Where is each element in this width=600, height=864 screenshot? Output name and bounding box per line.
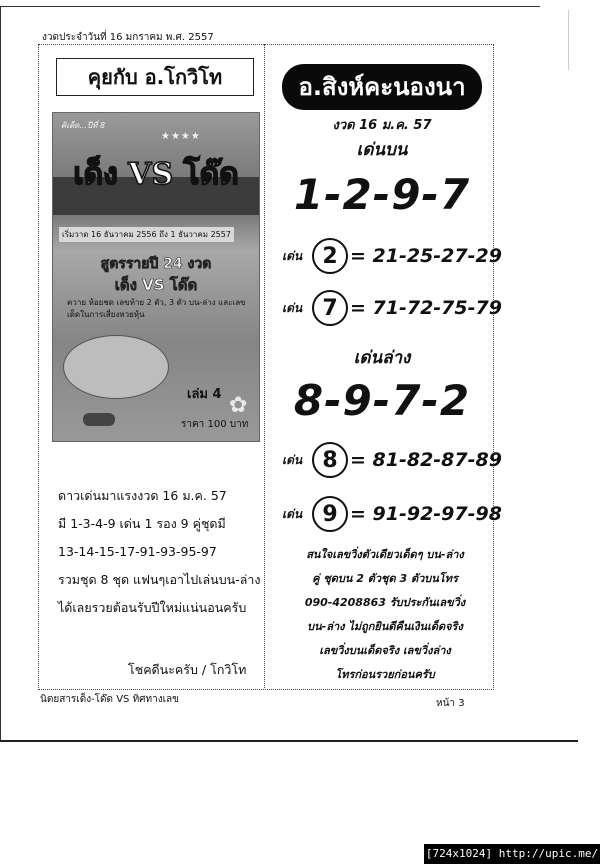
contact-line: โทรก่อนรวยก่อนครับ xyxy=(335,668,435,681)
cover-price: ราคา 100 บาท xyxy=(181,419,249,430)
text-line: 13-14-15-17-91-93-95-97 xyxy=(58,544,217,559)
bottom-heading: เด่นล่าง xyxy=(353,348,411,368)
contact-line: เลขวิ่งบนเด็ดจริง เลขวิ่งล่าง xyxy=(319,644,451,657)
cover-publisher-label xyxy=(83,413,115,426)
contact-line: สนใจเลขวิ่งตัวเดียวเด็ดๆ บน-ล่าง xyxy=(306,548,464,561)
digit-circle: 9 xyxy=(312,496,348,532)
text-line: ดาวเด่นมาแรงงวด 16 ม.ค. 57 xyxy=(58,488,227,503)
pair-values: = 91-92-97-98 xyxy=(350,503,502,525)
digit-circle: 7 xyxy=(312,290,348,326)
cover-stars: ★★★★ xyxy=(161,131,201,142)
cover-title: เด็ง VS โด๊ด xyxy=(73,157,239,192)
text-line: ได้เลยรวยต้อนรับปีใหม่แน่นอนครับ xyxy=(58,600,247,615)
pair-values: = 81-82-87-89 xyxy=(350,449,502,471)
page-edge-bottom xyxy=(0,740,578,742)
cover-dates: เริ่มวาด 16 ธันวาคม 2556 ถึง 1 ธันวาคม 2557 xyxy=(59,227,234,242)
column-divider xyxy=(264,44,265,688)
text-line: รวมชุด 8 ชุด แฟนๆเอาไปเล่นบน-ล่าง xyxy=(58,572,261,587)
pair-values: = 71-72-75-79 xyxy=(350,297,502,319)
pair-row xyxy=(282,496,502,532)
pair-label: เด่น xyxy=(282,452,303,467)
digit-circle: 8 xyxy=(312,442,348,478)
bottom-number: 8-9-7-2 xyxy=(293,376,471,425)
contact-line: บน-ล่าง ไม่ถูกยินดีคืนเงินเด็ดจริง xyxy=(307,620,463,633)
cover-volume: เล่ม 4 xyxy=(187,387,222,402)
cover-subtitle: เด็ง VS โด๊ด xyxy=(114,276,198,294)
cover-description: ควาย ห้อยชด เลขท้าย 2 ตัว, 3 ตัว บน-ล่าง และเลขเด็ดในการเสี่ยงหวยหุ้น xyxy=(67,298,246,319)
digit-circle: 2 xyxy=(312,238,348,274)
text-line: มี 1-3-4-9 เด่น 1 รอง 9 คู่ชุดมี xyxy=(58,516,226,531)
page-edge-top xyxy=(0,6,540,7)
brand-badge: อ.สิงห์คะนองนา xyxy=(282,64,482,110)
watermark-label: [724x1024] http://upic.me/ xyxy=(424,844,600,864)
book-cover-image xyxy=(52,112,260,442)
pair-row xyxy=(282,238,502,274)
page-header: งวดประจำวันที่ 16 มกราคม พ.ศ. 2557 xyxy=(42,32,214,43)
pair-values: = 21-25-27-29 xyxy=(350,245,502,267)
pair-row xyxy=(282,442,502,478)
footer-magazine: นิตยสารเด็ง-โด๊ด VS ทิศทางเลข xyxy=(40,694,179,705)
cover-series: ฅิเด็ด...ปีที่ 8 xyxy=(61,121,106,130)
contact-line: 090-4208863 รับประกันเลขวิ่ง xyxy=(304,596,466,609)
pair-row xyxy=(282,290,502,326)
draw-date: งวด 16 ม.ค. 57 xyxy=(332,118,432,133)
page-edge-left xyxy=(0,6,1,740)
page-edge-right xyxy=(568,10,569,70)
top-number: 1-2-9-7 xyxy=(293,170,471,219)
pair-label: เด่น xyxy=(282,300,303,315)
cover-oval-badge xyxy=(63,335,169,399)
flower-icon: ✿ xyxy=(229,393,248,418)
contact-line: คู่ ชุดบน 2 ตัวชุด 3 ตัวบนโทร xyxy=(312,572,458,585)
footer-page-number: หน้า 3 xyxy=(436,698,465,709)
signature: โชคดีนะครับ / โกวิโท xyxy=(128,662,247,677)
pair-label: เด่น xyxy=(282,248,303,263)
column-title: คุยกับ อ.โกวิโท xyxy=(56,58,254,96)
cover-formula: สูตรรายปี 24 งวด xyxy=(100,256,212,272)
top-heading: เด่นบน xyxy=(356,140,408,160)
pair-label: เด่น xyxy=(282,506,303,521)
